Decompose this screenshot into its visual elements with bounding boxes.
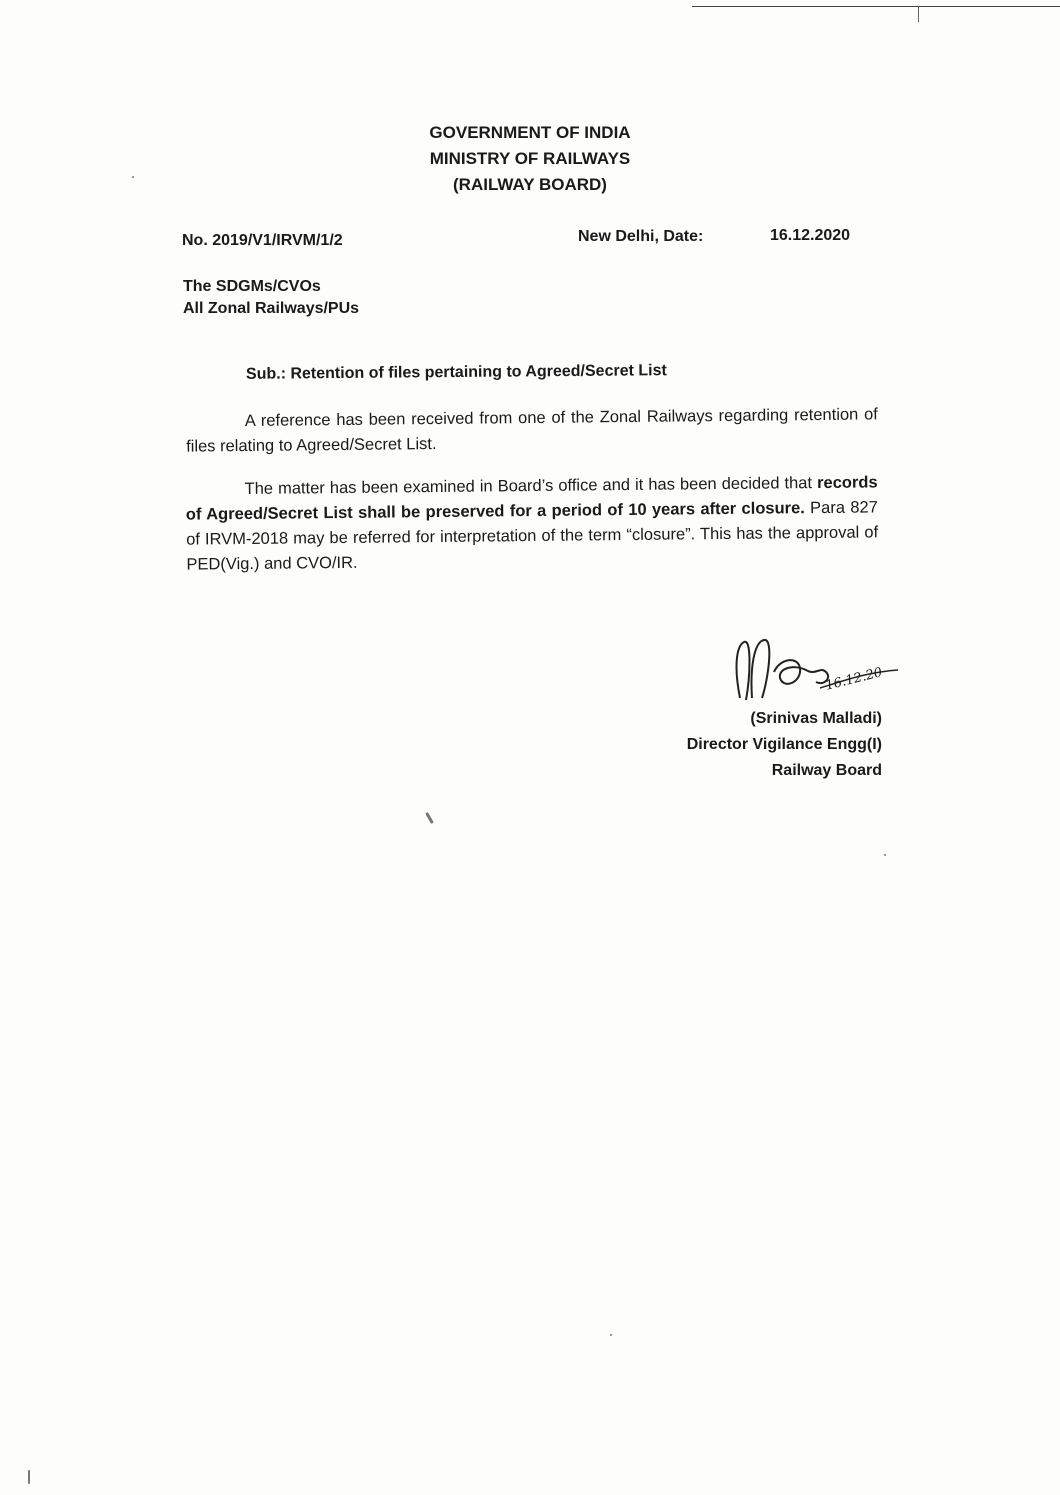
letterhead-government: GOVERNMENT OF INDIA — [429, 123, 631, 142]
date-label: New Delhi, Date: — [578, 228, 704, 245]
paragraph-2-intro: The matter has been examined in Board’s office and it has been decided that — [244, 474, 813, 499]
scan-speck — [132, 176, 134, 178]
addressee-line-1: The SDGMs/CVOs — [183, 278, 321, 295]
scan-speck — [884, 854, 886, 856]
letterhead — [405, 120, 655, 198]
body-paragraph-2 — [185, 470, 878, 577]
signatory-designation: Director Vigilance Engg(I) — [686, 736, 882, 753]
scan-speck — [425, 812, 434, 824]
addressee — [183, 276, 359, 320]
addressee-line-2: All Zonal Railways/PUs — [183, 300, 360, 317]
signatory-name: (Srinivas Malladi) — [750, 710, 882, 727]
letterhead-ministry: MINISTRY OF RAILWAYS — [429, 149, 631, 168]
signature-date: 16.12.20 — [824, 665, 884, 694]
signatory-office: Railway Board — [771, 762, 882, 779]
signature-block — [687, 706, 882, 784]
paragraph-2-emphasis: records of Agreed/Secret List shall be preserved for a period of 10 years after closure. — [185, 473, 878, 524]
body-paragraph-1: A reference has been received from one of the Zonal Railways regarding retention of files relating to Agreed/Secret List. — [186, 405, 878, 456]
paragraph-2-rest: Para 827 of IRVM-2018 may be referred for interpretation of the term “closure”. This has the approval of PED(Vig.) and CVO/IR. — [186, 498, 879, 574]
scan-edge-tick — [918, 6, 919, 22]
scan-edge-line — [692, 6, 1060, 7]
subject-line: Sub.: Retention of files pertaining to Agreed/Secret List — [245, 362, 667, 383]
reference-number: No. 2019/V1/IRVM/1/2 — [182, 232, 343, 249]
date-value: 16.12.2020 — [770, 227, 851, 244]
letterhead-board: (RAILWAY BOARD) — [453, 175, 607, 194]
scan-speck — [28, 1470, 30, 1484]
scan-speck — [610, 1334, 612, 1336]
